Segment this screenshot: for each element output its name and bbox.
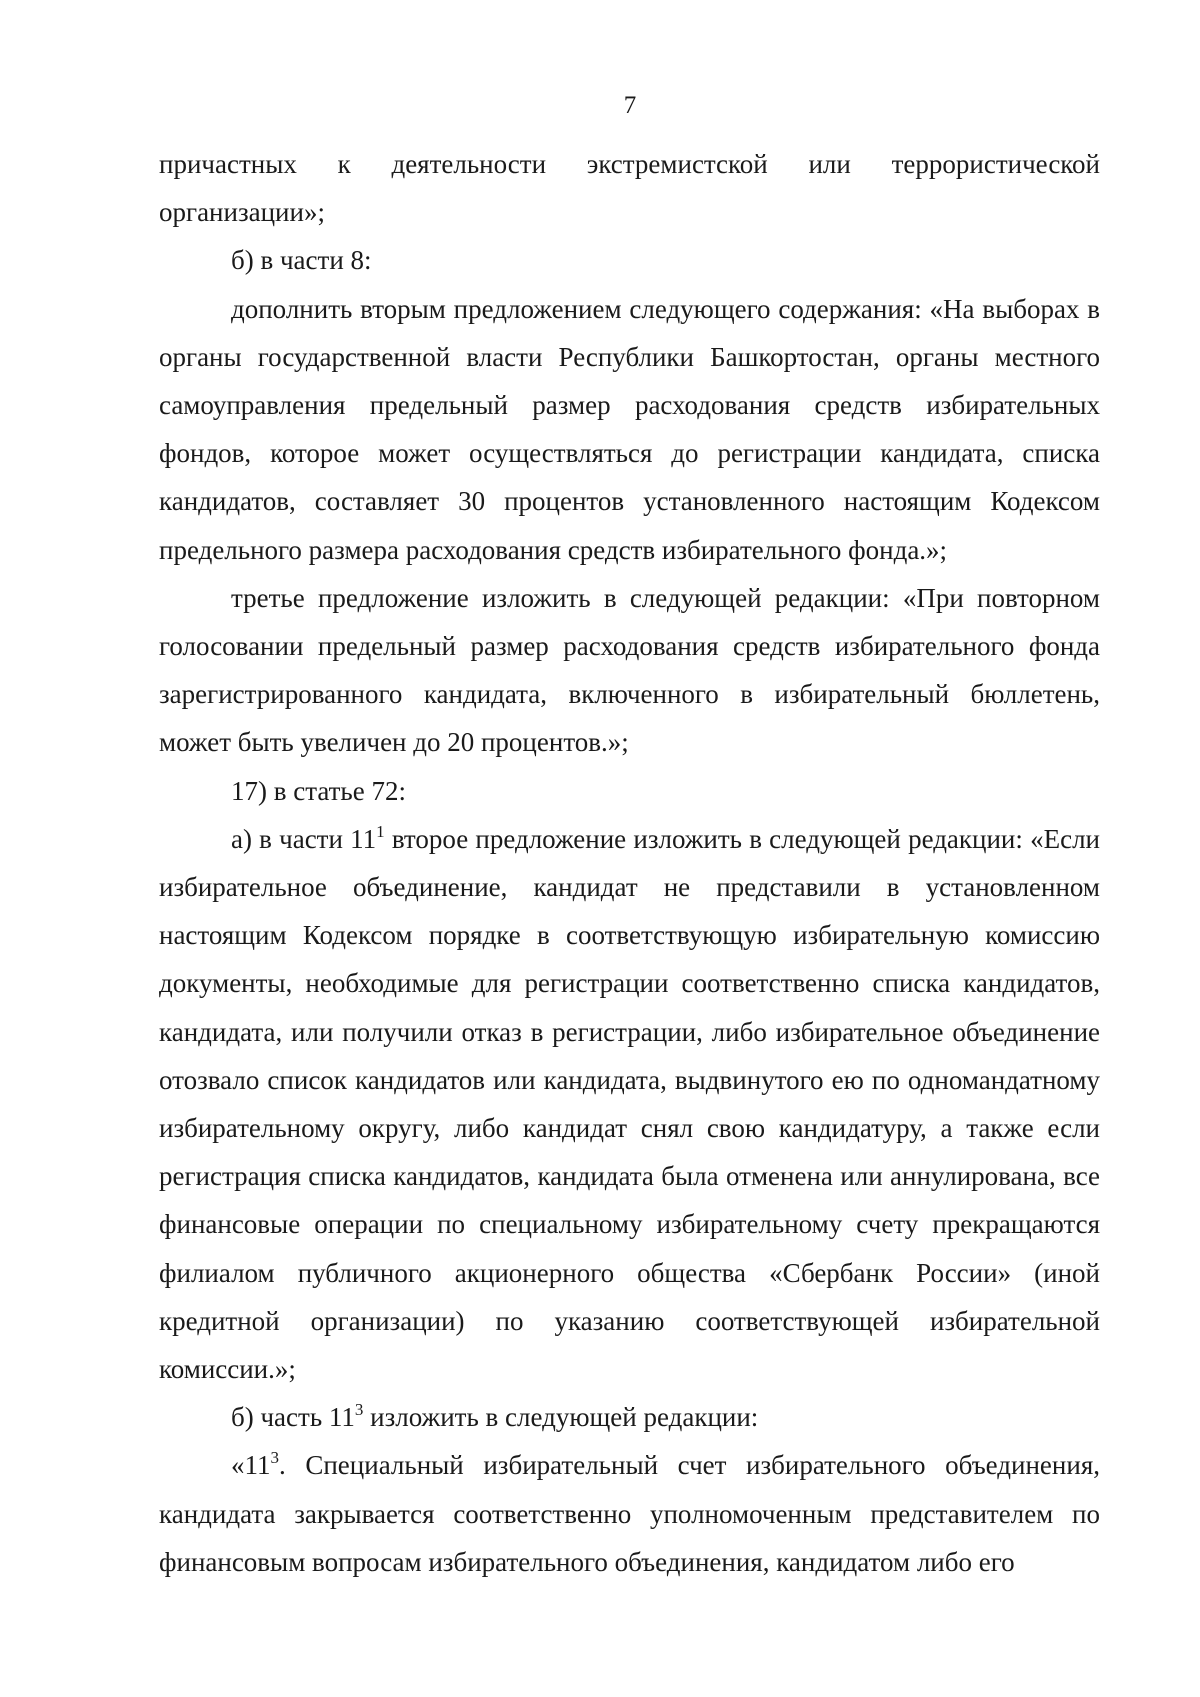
paragraph-text: «11 bbox=[231, 1450, 271, 1481]
paragraph-text: . Специальный избирательный счет избирательного объединения, кандидата закрывается соответственно уполномоченным представителем по финансовым вопросам избирательного объединения, кандидатом либо его bbox=[159, 1450, 1100, 1577]
paragraph-third-sentence-revision: третье предложение изложить в следующей редакции: «При повторном голосовании предельный размер расходования средств избирательного фонда зарегистрированного кандидата, включенного в избирательный бюллетень, может быть увеличен до 20 процентов.»; bbox=[159, 582, 1100, 758]
paragraph-article-72-heading: 17) в статье 72: bbox=[231, 775, 406, 806]
page-number: 7 bbox=[623, 92, 637, 119]
paragraph-second-sentence-addition: дополнить вторым предложением следующего содержания: «На выборах в органы государственной власти Республики Башкортостан, органы местного самоуправления предельный размер расходования средств избирательных фондов, которое может осуществляться до регистрации кандидата, списка кандидатов, составляет 30 процентов установленного настоящим Кодексом предельного размера расходования средств избирательного фонда.»; bbox=[159, 293, 1100, 565]
superscript-index: 3 bbox=[270, 1448, 279, 1468]
paragraph-part-11-3-heading bbox=[159, 1393, 1100, 1441]
paragraph-continuation: причастных к деятельности экстремистской или террористической организации»; bbox=[159, 149, 1100, 228]
paragraph-part-11-3-text bbox=[159, 1441, 1100, 1586]
paragraph-part-8-heading: б) в части 8: bbox=[231, 245, 372, 276]
document-body bbox=[159, 140, 1100, 1586]
superscript-index: 3 bbox=[354, 1400, 364, 1420]
superscript-index: 1 bbox=[376, 821, 385, 841]
paragraph-text: б) часть 11 bbox=[231, 1402, 355, 1433]
paragraph-text: а) в части 11 bbox=[231, 823, 377, 854]
paragraph-text: изложить в следующей редакции: bbox=[363, 1402, 759, 1433]
paragraph-part-11-1-revision bbox=[159, 815, 1100, 1393]
paragraph-text: второе предложение изложить в следующей редакции: «Если избирательное объединение, кандидат не представили в установленном настоящим Кодексом порядке в соответствующую избирательную комиссию документы, необходимые для регистрации соответственно списка кандидатов, кандидата, или получили отказ в регистрации, либо избирательное объединение отозвало список кандидатов или кандидата, выдвинутого ею по одномандатному избирательному округу, либо кандидат снял свою кандидатуру, а также если регистрация списка кандидатов, кандидата была отменена или аннулирована, все финансовые операции по специальному избирательному счету прекращаются филиалом публичного акционерного общества «Сбербанк России» (иной кредитной организации) по указанию соответствующей избирательной комиссии.»; bbox=[159, 823, 1100, 1385]
